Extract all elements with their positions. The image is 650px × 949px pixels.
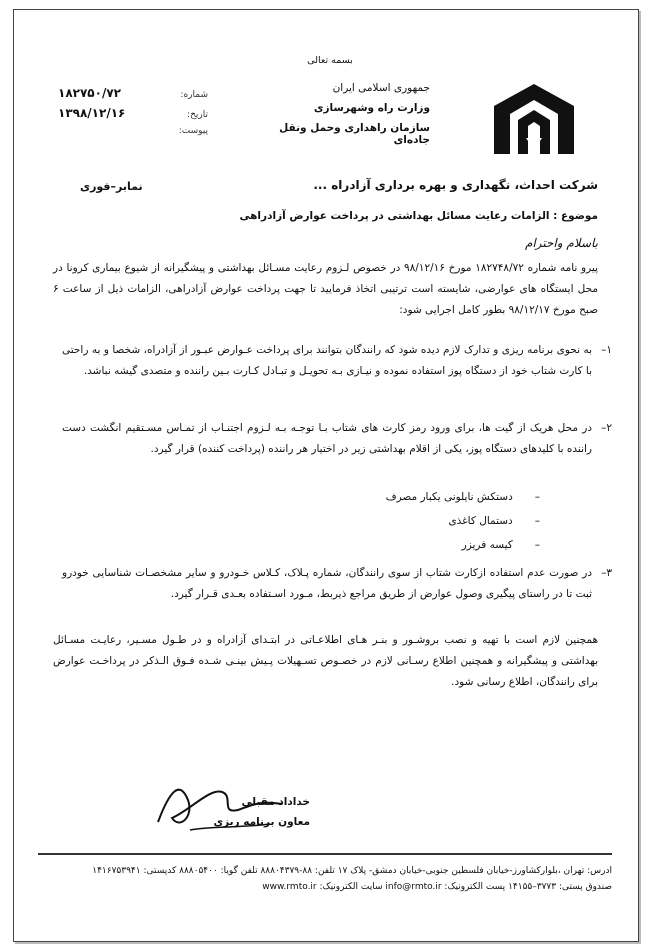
item-1-text: به نحوی برنامه ریزی و تدارک لازم دیده شود که رانندگان بتوانند برای پرداخت عـوارض عبـور از آزادراه، شخصا و به راحتی با کارت شتاب خود از دستگاه پوز استفاده نموده و نیـازی بـه تحویـل و تبـادل کـارت بـین راننده و متصدی گیشه نباشد. [62,344,592,377]
footer-contact: صندوق پستی: ۳۷۷۳–۱۴۱۵۵ پست الکترونیک: info@rmto.ir سایت الکترونیک: www.rmto.ir [262,882,612,892]
priority-label: نمابر–فوری [80,180,143,193]
item-2-number: ۲– [601,422,612,434]
bullet-dash: – [534,491,540,503]
supply-item [448,515,540,527]
attachment-label: پیوست: [178,126,208,136]
date-value: ۱۳۹۸/۱۲/۱۶ [58,106,126,120]
letter-number-row [58,86,208,100]
signatory-name: خداداد مقبلی [241,796,310,808]
ministry-title: وزارت راه وشهرسازی [313,102,430,114]
supply-text: دستکش نایلونی یکبار مصرف [385,491,513,503]
recipient: شرکت احداث، نگهداری و بهره برداری آزادراه ... [313,178,598,192]
number-value: ۱۸۲۷۵۰/۷۲ [58,86,121,100]
republic-title: جمهوری اسلامی ایران [332,82,430,94]
bullet-dash: – [534,515,540,527]
basmala: بسمه تعالی [307,55,353,66]
signatory-title: معاون برنامه ریزی [213,816,310,828]
attachment-row [58,126,208,136]
item-1 [62,340,612,382]
footer-address: ادرس: تهران ،بلوارکشاورز-خیابان فلسطین جنوبی-خیابان دمشق- پلاک ۱۷ تلفن: ۸۸-۸۸۸۰۴۳۷۹ تلفن گویا: ۸۸۸۰۵۴۰۰ کدپستی: ۱۴۱۶۷۵۳۹۴۱ [92,866,612,876]
item-1-number: ۱– [601,344,612,356]
item-3 [62,563,612,605]
supply-item [462,539,540,551]
letter-date-row [58,106,208,120]
bullet-dash: – [534,539,540,551]
intro-paragraph: پیرو نامه شماره ۱۸۲۷۴۸/۷۲ مورخ ۹۸/۱۲/۱۶ در خصوص لـزوم رعایت مسـائل بهداشتی و پیشگیرانه از شیوع بیماری کرونا در محل ایستگاه های عوارضی، شایسته است ترتیبی اتخاذ فرمایید تا جهت پرداخت عوارض آزادراهی، الزامات ذیل از ساعت ۶ صبح مورخ ۹۸/۱۲/۱۷ بطور کامل اجرایی شود: [53,262,599,316]
item-3-text: در صورت عدم استفاده ازکارت شتاب از سوی رانندگان، شماره پـلاک، کـلاس خـودرو و سایر مشخصـات شناسایی خودرو ثبت تا در راستای پیگیری وصول عوارض از طریق مراجع ذیربط، مـورد اسـتفاده بعـدی قـرار گیرد. [62,567,592,600]
number-label: شماره: [180,90,208,100]
item-2 [62,418,612,460]
closing-paragraph: همچنین لازم است با تهیه و نصب بروشـور و بنـر هـای اطلاعـاتی در ابتـدای آزادراه و در طـول مسـیر، رعایـت مسـائل بهداشتی و پیشگیرانه و همچنین اطلاع رسـانی لازم در خصـوص تسـهیلات پـیش بینـی شـده فـوق الـذکر در پرداخـت عوارض برای رانندگان، اطلاع رسانی شود. [53,634,598,688]
rmto-logo-icon [490,80,578,158]
subject-line: موضوع : الزامات رعایت مسائل بهداشتی در پرداخت عوارض آزادراهی [239,210,598,222]
supply-item [386,491,540,503]
greeting: باسلام واحترام [524,236,598,250]
supply-text: کیسه فریزر [461,539,513,551]
organization-title: سازمان راهداری وحمل ونقل جاده‌ای [279,122,430,146]
supply-text: دستمال کاغذی [448,515,513,527]
item-3-number: ۳– [601,567,612,579]
footer-divider [38,853,612,855]
item-2-text: در محل هریک از گیت ها، برای ورود رمز کارت های شتاب بـا توجـه بـه لـزوم اجتنـاب از تمـاس مسـتقیم انگشت دست راننده با کلیدهای دستگاه پوز، یکی از اقلام بهداشتی زیر در اختیار هر راننده (پرداخت کننده) قرار گیرد. [62,422,592,455]
date-label: تاریخ: [187,110,208,120]
